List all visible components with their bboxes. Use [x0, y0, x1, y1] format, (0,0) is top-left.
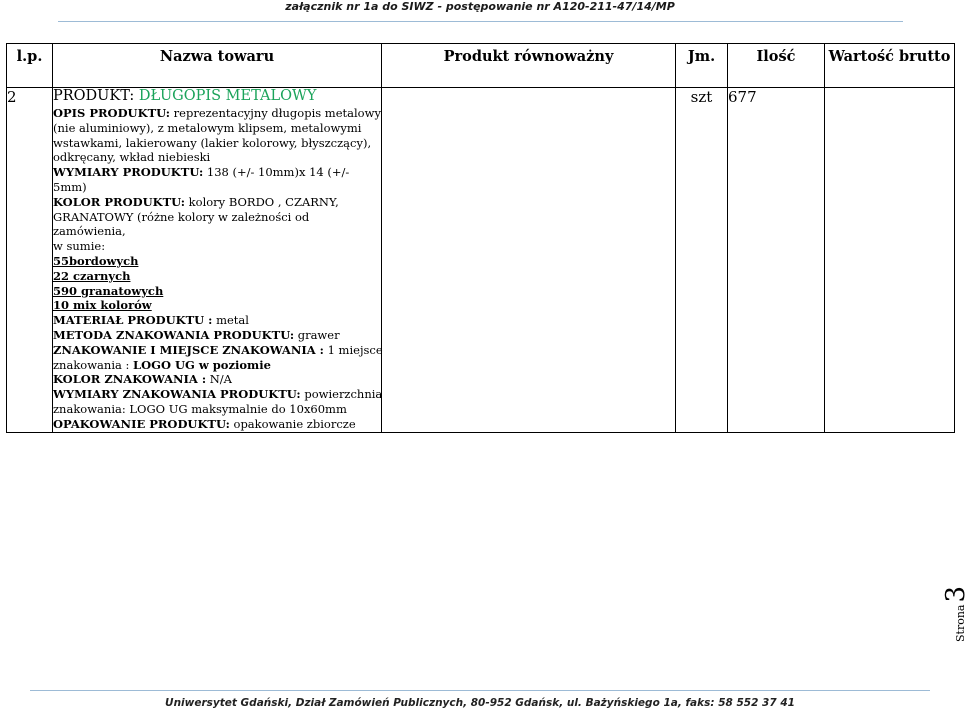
column-header-nazwa: Nazwa towaru	[53, 44, 382, 88]
page-label: Strona	[954, 604, 967, 642]
row-lp: 2	[7, 88, 53, 433]
quantity-mix: 10 mix kolorów	[53, 298, 152, 313]
metoda-line	[53, 328, 381, 343]
page-number: 3	[941, 585, 971, 603]
kolor-znakowania-text: N/A	[206, 372, 232, 387]
product-label: PRODUKT:	[53, 88, 139, 104]
product-description-cell	[53, 88, 382, 433]
opakowanie-line	[53, 417, 381, 432]
wymiary-znakowania-text: powierzchnia	[300, 387, 383, 402]
opakowanie-text: opakowanie zbiorcze	[229, 416, 356, 431]
kolor-line-1	[53, 195, 381, 210]
row-jm: szt	[676, 88, 728, 433]
column-header-lp: l.p.	[7, 44, 53, 88]
page-number-rotated	[941, 582, 971, 642]
miejsce-label: ZNAKOWANIE I MIEJSCE ZNAKOWANIA :	[53, 342, 324, 357]
table-row	[7, 88, 955, 433]
quantity-czarny: 22 czarnych	[53, 268, 131, 283]
wymiary-label: WYMIARY PRODUKTU:	[53, 165, 204, 180]
material-text: metal	[212, 313, 249, 328]
kolor-line-2: GRANATOWY (różne kolory w zależności od	[53, 209, 310, 224]
quantity-granatowy: 590 granatowych	[53, 283, 164, 298]
column-header-wartosc: Wartość brutto	[825, 44, 955, 88]
column-header-rownowazny: Produkt równoważny	[382, 44, 676, 88]
miejsce-line-2	[53, 358, 381, 373]
opis-line-3: wstawkami, lakierowany (lakier kolorowy, błyszczący),	[53, 135, 372, 150]
opakowanie-label: OPAKOWANIE PRODUKTU:	[53, 416, 230, 431]
opis-line-1	[53, 106, 381, 121]
wymiary-text: 138 (+/- 10mm)x 14 (+/-	[203, 165, 350, 180]
products-table	[6, 43, 955, 433]
opis-line-4: odkręcany, wkład niebieski	[53, 150, 211, 165]
opis-line-2: (nie aluminiowy), z metalowym klipsem, metalowymi	[53, 120, 362, 135]
material-label: MATERIAŁ PRODUKTU :	[53, 313, 213, 328]
metoda-text: grawer	[294, 327, 340, 342]
row-rownowazny[interactable]	[382, 88, 676, 433]
wymiary-znakowania-line-1	[53, 387, 381, 402]
kolor-line-3: zamówienia,	[53, 224, 126, 239]
opis-text: reprezentacyjny długopis metalowy	[170, 106, 381, 120]
table-header-row	[7, 44, 955, 88]
miejsce-line-1	[53, 343, 381, 358]
miejsce-text: 1 miejsce	[323, 342, 383, 357]
header-rule	[58, 21, 903, 22]
kolor-znakowania-label: KOLOR ZNAKOWANIA :	[53, 372, 207, 387]
document-header: załącznik nr 1a do SIWZ - postępowanie nr A120-211-47/14/MP	[285, 0, 675, 13]
footer-rule	[30, 690, 930, 691]
product-value: DŁUGOPIS METALOWY	[138, 88, 317, 104]
kolor-line-4: w sumie:	[53, 239, 106, 254]
miejsce-logo: LOGO UG w poziomie	[133, 357, 271, 372]
wymiary-line-2: 5mm)	[53, 179, 87, 194]
wymiary-line-1	[53, 165, 381, 180]
page-number-block	[923, 585, 971, 642]
wymiary-znakowania-label: WYMIARY ZNAKOWANIA PRODUKTU:	[53, 387, 301, 402]
column-header-jm: Jm.	[676, 44, 728, 88]
metoda-label: METODA ZNAKOWANIA PRODUKTU:	[53, 327, 295, 342]
document-footer: Uniwersytet Gdański, Dział Zamówień Publicznych, 80-952 Gdańsk, ul. Bażyńskiego 1a, faks: 58 552 37 41	[165, 697, 795, 709]
kolor-text: kolory BORDO , CZARNY,	[185, 194, 339, 209]
miejsce-text-2: znakowania :	[53, 357, 134, 372]
row-ilosc: 677	[728, 88, 825, 433]
kolor-znakowania-line	[53, 372, 381, 387]
row-wartosc[interactable]	[825, 88, 955, 433]
product-name	[53, 88, 381, 105]
material-line	[53, 313, 381, 328]
quantity-bordo: 55bordowych	[53, 253, 139, 268]
kolor-label: KOLOR PRODUKTU:	[53, 194, 186, 209]
column-header-ilosc: Ilość	[728, 44, 825, 88]
wymiary-znakowania-line-2: znakowania: LOGO UG maksymalnie do 10x60mm	[53, 401, 347, 416]
opis-label: OPIS PRODUKTU:	[53, 106, 170, 120]
